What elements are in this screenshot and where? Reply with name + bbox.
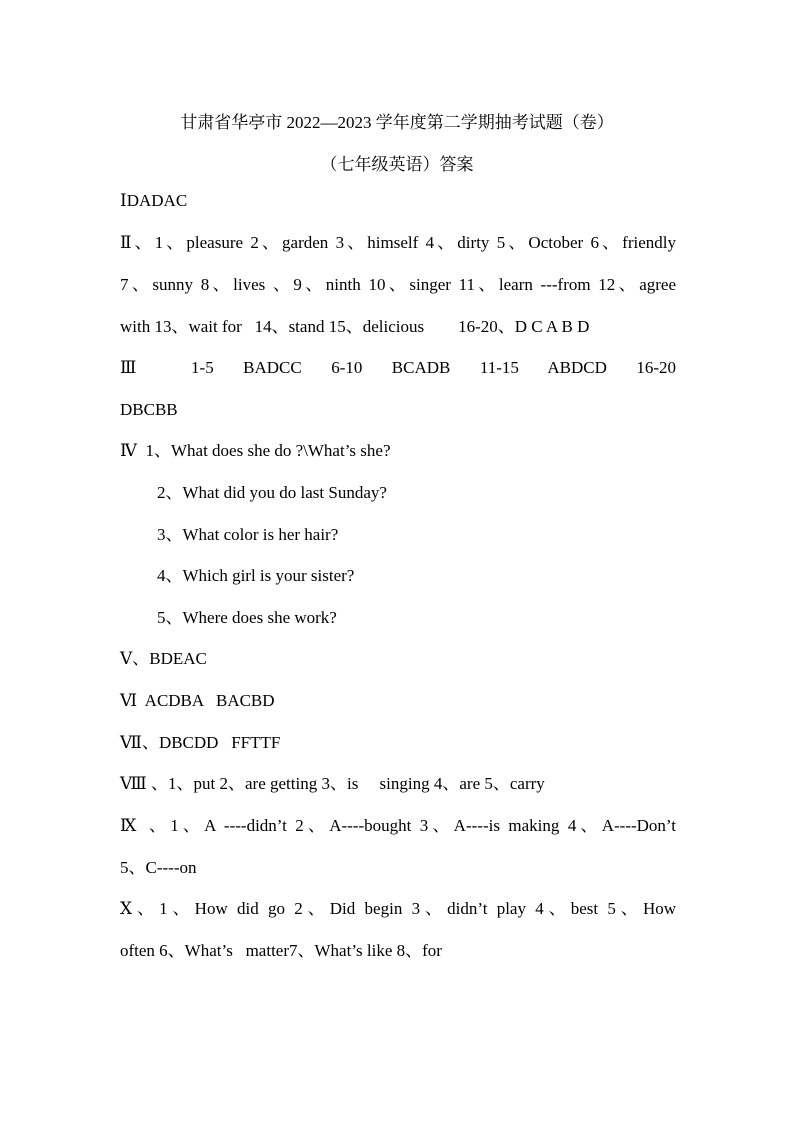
section-9-line-2: 5、C----on: [120, 858, 197, 877]
section-5-answers: Ⅴ、BDEAC: [120, 649, 207, 668]
section-4-line-5: 5、Where does she work?: [157, 608, 337, 627]
section-2-line-3: with 13、wait for 14、stand 15、delicious 16-20、D C A B D: [120, 317, 590, 336]
section-8-answers: Ⅷ 、1、put 2、are getting 3、is singing 4、are 5、carry: [120, 774, 545, 793]
section-4-line-4: 4、Which girl is your sister?: [157, 566, 355, 585]
section-6-answers: Ⅵ ACDBA BACBD: [120, 691, 275, 710]
section-10-line-1: Ⅹ、1、How did go 2、Did begin 3、didn’t play 4、best 5、How: [120, 899, 676, 918]
section-10-line-2: often 6、What’s matter7、What’s like 8、for: [120, 941, 442, 960]
section-1-answers: ⅠDADAC: [120, 191, 188, 210]
section-4-line-2: 2、What did you do last Sunday?: [157, 483, 387, 502]
section-7-answers: Ⅶ、DBCDD FFTTF: [120, 733, 281, 752]
section-9-line-1: Ⅸ 、1、A ----didn’t 2、A----bought 3、A----is making 4、A----Don’t: [120, 816, 676, 835]
section-4-line-3: 3、What color is her hair?: [157, 525, 339, 544]
section-4-line-1: Ⅳ 1、What does she do ?\What’s she?: [120, 441, 391, 460]
section-2-line-1: Ⅱ、1、pleasure 2、garden 3、himself 4、dirty 5、October 6、friendly: [120, 233, 676, 252]
document-title: 甘肃省华亭市 2022—2023 学年度第二学期抽考试题（卷）: [180, 113, 614, 132]
section-3-line-1: Ⅲ 1-5 BADCC 6-10 BCADB 11-15 ABDCD 16-20: [120, 358, 676, 377]
section-2-line-2: 7、sunny 8、lives 、9、ninth 10、singer 11、learn ---from 12、agree: [120, 275, 676, 294]
section-3-line-2: DBCBB: [120, 400, 178, 419]
document-subtitle: （七年级英语）答案: [320, 155, 474, 174]
